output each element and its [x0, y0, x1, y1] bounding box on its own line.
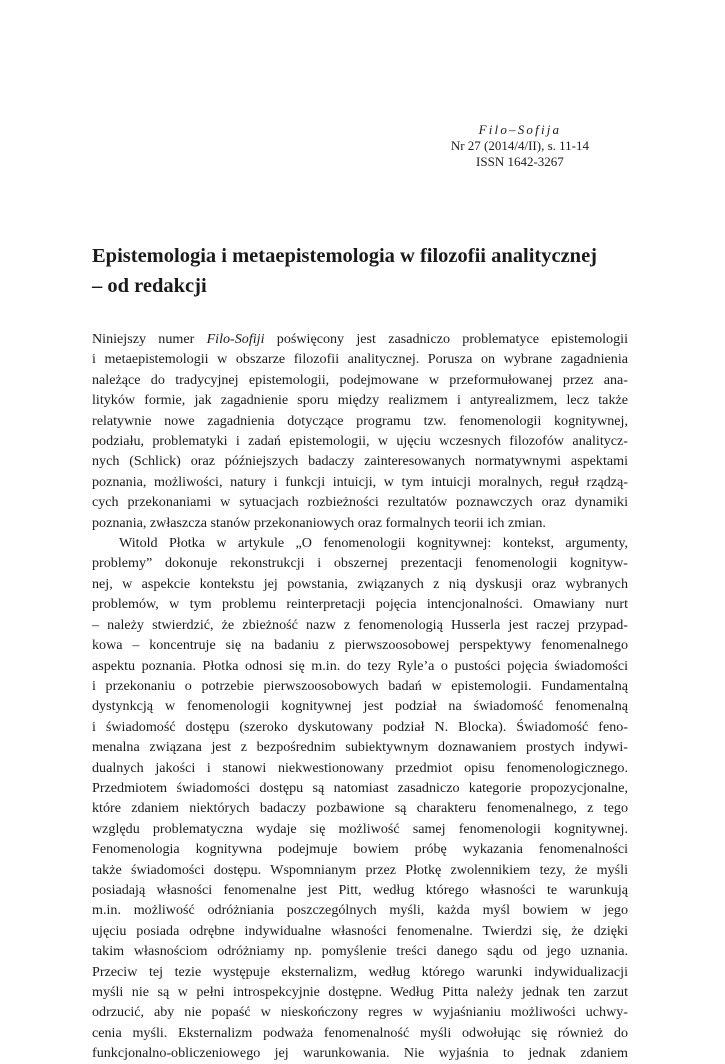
paragraph-line: Niniejszy numer Filo-Sofiji poświęcony jest zasadniczo problematyce epistemologii — [92, 331, 628, 347]
paragraph-line: menalna związana jest z bezpośrednim subiektywnym doznawaniem prostych indywi- — [92, 739, 628, 756]
paragraph-line: ujęciu posiada odrębne indywidualne własności fenomenalne. Twierdzi się, że dzięki — [92, 922, 628, 939]
paragraph-line: dualnych jakości i stanowi niekwestionowany przedmiot opisu fenomenologicznego. — [92, 759, 628, 776]
paragraph-line: kowa – koncentruje się na badaniu z pierwszoosobowej perspektywy fenomenalnego — [92, 637, 628, 654]
paragraph-line: Przedmiotem świadomości dostępu są natomiast zasadniczo kategorie propozycjonalne, — [92, 779, 628, 796]
paragraph-line: podziału, problematyki i zadań epistemologii, w ujęciu wczesnych filozofów analitycz- — [92, 433, 628, 450]
paragraph-line: poznania, możliwości, natury i funkcji intuicji, w tym intuicji moralnych, reguł rządzą- — [92, 473, 628, 490]
issn: ISSN 1642-3267 — [476, 154, 564, 169]
paragraph-line: cych przekonaniami w sytuacjach rozbieżności rezultatów poznawczych oraz dynamiki — [92, 494, 628, 511]
paragraph-line: cenia myśli. Eksternalizm podważa fenomenalność myśli odwołując się również do — [92, 1024, 628, 1041]
paragraph-line: m.in. możliwość odróżniania poszczególnych myśli, każda myśl bowiem w jego — [92, 902, 628, 919]
paragraph-line: problemy” dokonuje rekonstrukcji i obszernej prezentacji fenomenologii kognityw- — [92, 555, 628, 572]
paragraph-line: nych (Schlick) oraz późniejszych badaczy zainteresowanych normatywnymi aspektami — [92, 453, 628, 470]
paragraph-line: aspektu poznania. Płotka odnosi się m.in. do tezy Ryle’a o pustości pojęcia świadomości — [92, 657, 628, 674]
paragraph-line: poznania, zwłaszcza stanów przekonaniowych oraz formalnych teorii ich zmian. — [92, 514, 546, 531]
paragraph-line: posiadają własności fenomenalne jest Pitt, według którego własności te warunkują — [92, 881, 628, 898]
paragraph-line: które zdaniem niektórych badaczy pozbawione są charakteru fenomenalnego, z tego — [92, 800, 628, 817]
paragraph-line: Witold Płotka w artykule „O fenomenologii kognitywnej: kontekst, argumenty, — [119, 535, 628, 552]
paragraph-line: funkcjonalno-obliczeniowego jej warunkowania. Nie wyjaśnia to jednak zdaniem — [92, 1045, 628, 1062]
paragraph-line: dystynkcją w fenomenologii kognitywnej jest podział na świadomość fenomenalną — [92, 698, 628, 715]
paragraph-line: relatywnie nowe zagadnienia dotyczące programu tzw. fenomenologii kognitywnej, — [92, 412, 628, 429]
paragraph-line: należące do tradycyjnej epistemologii, podejmowane w przeformułowanej przez ana- — [92, 371, 628, 388]
paragraph-line: także świadomości dostępu. Wspomnianym przez Płotkę zwolennikiem tezy, że myśli — [92, 861, 628, 878]
paragraph-1 — [92, 329, 628, 533]
title-line-2: – od redakcji — [92, 275, 207, 297]
paragraph-line: i metaepistemologii w obszarze filozofii analitycznej. Porusza on wybrane zagadnienia — [92, 351, 628, 368]
issue-info: Nr 27 (2014/4/II), s. 11-14 — [450, 138, 589, 153]
paragraph-line: – należy stwierdzić, że zbieżność nazw z fenomenologią Husserla jest raczej przypad- — [92, 616, 628, 633]
paragraph-line: odrzucić, aby nie popaść w nieskończony regres w wyjaśnianiu możliwości uchwy- — [92, 1004, 628, 1021]
paragraph-line: takim własnościom odróżniamy np. pomyślenie treści danego sądu od jego uznania. — [92, 943, 628, 960]
paragraph-line: i świadomość dostępu (szeroko dyskutowany podział N. Blocka). Świadomość feno- — [92, 718, 628, 735]
paragraph-line: problemów, w tym problemu reinterpretacji pojęcia intencjonalności. Omawiany nurt — [92, 596, 628, 613]
paragraph-line: względu problematyczna wydaje się możliwość samej fenomenologii kognitywnej. — [92, 820, 628, 837]
paragraph-line: Fenomenologia kognitywna podejmuje bowiem próbę wykazania fenomenalności — [92, 841, 628, 858]
journal-name-italic: Filo-Sofiji — [206, 331, 265, 347]
paragraph-line: i przekonaniu o potrzebie pierwszoosobowych badań w epistemologii. Fundamentalną — [92, 677, 628, 694]
article-title — [92, 241, 637, 301]
paragraph-line: nej, w aspekcie kontekstu jej powstania, związanych z nią dyskusji oraz wybranych — [92, 575, 628, 592]
article-body — [92, 329, 628, 1064]
paragraph-line: myśli nie są w pełni introspekcyjnie dostępne. Według Pitta należy jednak ten zarzut — [92, 984, 628, 1000]
paragraph-line: Przeciw tej tezie występuje eksternalizm, według którego warunki indywidualizacji — [92, 963, 628, 980]
title-line-1: Epistemologia i metaepistemologia w filozofii analitycznej — [92, 245, 598, 267]
journal-masthead — [451, 122, 589, 170]
paragraph-2 — [92, 533, 628, 1064]
journal-name: Filo–Sofija — [478, 122, 562, 137]
paragraph-line: lityków formie, jak zagadnienie sporu między realizmem i antyrealizmem, lecz także — [92, 392, 628, 409]
